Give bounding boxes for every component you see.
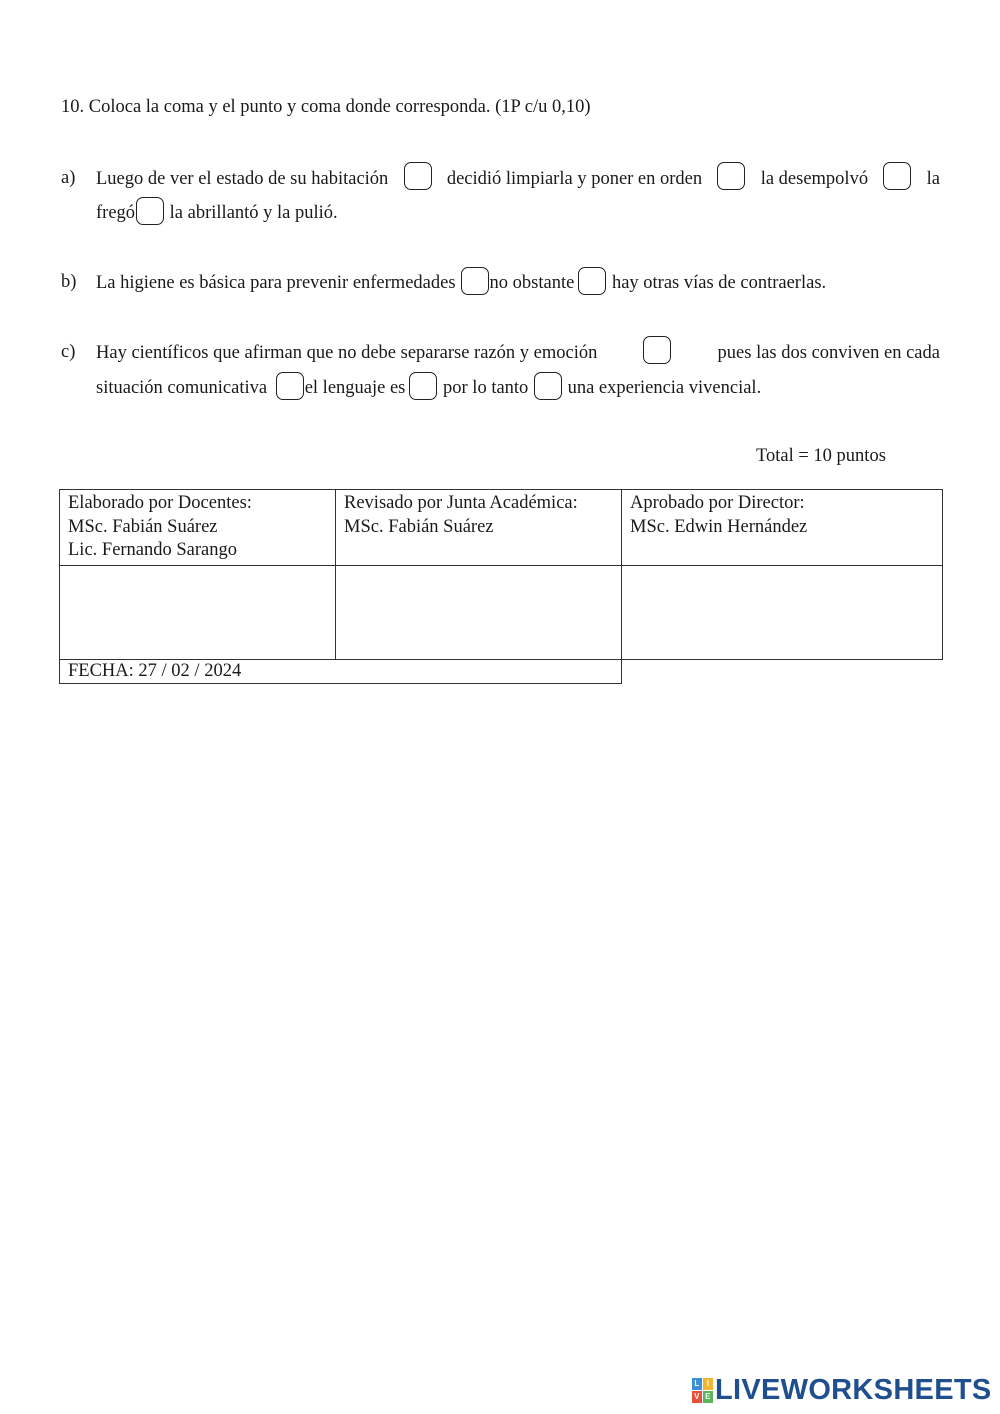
question-title: 10. Coloca la coma y el punto y coma donde corresponda. (1P c/u 0,10) [61, 97, 591, 117]
logo-mark-e: E [703, 1391, 713, 1403]
answer-box-b2[interactable] [578, 267, 606, 295]
item-a-text-6: la abrillantó y la pulió. [165, 203, 338, 223]
answer-box-a3[interactable] [883, 162, 911, 190]
item-b-text-1: La higiene es básica para prevenir enfermedades [96, 273, 456, 293]
logo-mark-l: L [692, 1378, 702, 1390]
empty-cell [622, 659, 943, 684]
elaborado-signature-space [60, 565, 336, 659]
answer-box-c1[interactable] [643, 336, 671, 364]
item-c-line-1 [96, 342, 940, 364]
item-b-letter: b) [61, 272, 77, 292]
item-a-text-5: fregó [96, 203, 136, 223]
item-a-text-2: decidió limpiarla y poner en orden [446, 169, 703, 189]
revisado-signature-space [336, 565, 622, 659]
answer-box-a2[interactable] [717, 162, 745, 190]
item-c-text-3: situación comunicativa [96, 378, 272, 398]
item-a-text-4: la [926, 169, 940, 189]
aprobado-signature-space [622, 565, 943, 659]
item-b-text-3: hay otras vías de contraerlas. [607, 273, 827, 293]
logo-mark-v: V [692, 1391, 702, 1403]
item-c-letter: c) [61, 342, 76, 362]
answer-box-a4[interactable] [136, 197, 164, 225]
item-a-line-2 [96, 202, 338, 225]
item-b-line-1 [96, 272, 826, 295]
logo-mark-icon [692, 1378, 713, 1403]
item-c-line-2 [96, 377, 761, 400]
item-a-text-1: Luego de ver el estado de su habitación [96, 169, 389, 189]
item-c-text-1: Hay científicos que afirman que no debe separarse razón y emoción [96, 343, 598, 363]
item-c-text-2: pues las dos conviven en cada [717, 343, 940, 363]
elaborado-cell [60, 490, 336, 566]
item-c-text-4: el lenguaje es [304, 378, 406, 398]
elaborado-name-2: Lic. Fernando Sarango [68, 540, 238, 560]
fecha-text: FECHA: 27 / 02 / 2024 [68, 660, 242, 681]
total-points: Total = 10 puntos [756, 446, 886, 466]
aprobado-name-1: MSc. Edwin Hernández [630, 516, 808, 537]
elaborado-label: Elaborado por Docentes: [68, 493, 252, 513]
item-c-text-6: una experiencia vivencial. [562, 378, 762, 398]
answer-box-b1[interactable] [461, 267, 489, 295]
item-a-text-3: la desempolvó [760, 169, 869, 189]
revisado-cell [336, 490, 622, 566]
answer-box-c4[interactable] [534, 372, 562, 400]
aprobado-label: Aprobado por Director: [630, 493, 805, 513]
elaborado-name-1: MSc. Fabián Suárez [68, 516, 218, 537]
liveworksheets-logo[interactable] [692, 1373, 992, 1407]
fecha-cell [60, 659, 622, 684]
revisado-label: Revisado por Junta Académica: [344, 493, 578, 513]
logo-mark-i: I [703, 1378, 713, 1390]
revisado-name-1: MSc. Fabián Suárez [344, 516, 494, 537]
answer-box-a1[interactable] [404, 162, 432, 190]
aprobado-cell [622, 490, 943, 566]
logo-text: LIVEWORKSHEETS [715, 1373, 992, 1406]
answer-box-c2[interactable] [276, 372, 304, 400]
item-a-letter: a) [61, 168, 76, 188]
signature-table [59, 489, 943, 684]
answer-box-c3[interactable] [409, 372, 437, 400]
item-a-line-1 [96, 168, 940, 190]
item-c-text-5: por lo tanto [438, 378, 533, 398]
item-b-text-2: no obstante [489, 273, 575, 293]
